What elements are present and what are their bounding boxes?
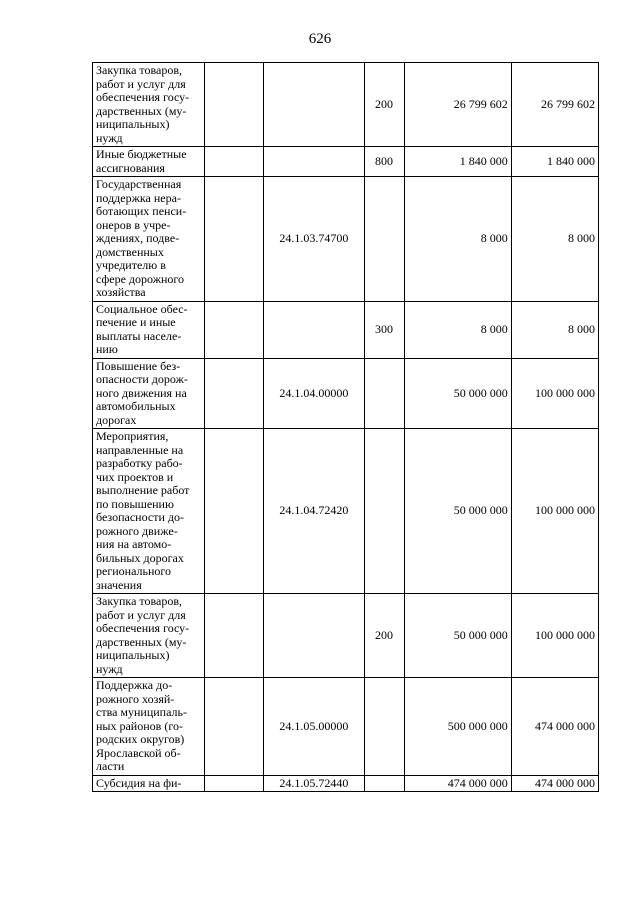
row-empty-cell <box>205 63 264 147</box>
row-name-cell <box>93 678 205 776</box>
row-name-line: чих проектов и <box>96 469 174 484</box>
row-name-line: обеспечения госу- <box>96 621 190 635</box>
row-amount-1-cell: 50 000 000 <box>404 358 511 429</box>
row-amount-2-cell: 1 840 000 <box>511 147 598 177</box>
row-empty-cell <box>205 594 264 678</box>
row-name-line: ассигнования <box>96 160 165 175</box>
row-type-cell: 800 <box>364 147 404 177</box>
row-code-cell: 24.1.03.74700 <box>264 177 364 302</box>
row-amount-1-cell: 50 000 000 <box>404 594 511 678</box>
row-amount-1-cell: 8 000 <box>404 301 511 358</box>
row-amount-1-cell: 26 799 602 <box>404 63 511 147</box>
row-name-line: безопасности до- <box>96 510 184 524</box>
row-type-cell <box>364 775 404 792</box>
row-name-line: Субсидия на фи- <box>96 775 182 790</box>
row-amount-2-cell: 474 000 000 <box>511 775 598 792</box>
row-type-cell <box>364 429 404 594</box>
row-name-line: ждениях, подве- <box>96 231 180 245</box>
row-code-cell <box>264 147 364 177</box>
row-amount-2-cell: 100 000 000 <box>511 429 598 594</box>
row-name-line: онеров в учре- <box>96 217 171 232</box>
row-name-line: сфере дорожного <box>96 271 185 286</box>
table-row <box>93 429 599 594</box>
row-name-line: Государственная <box>96 177 182 191</box>
row-name-cell <box>93 147 205 177</box>
row-name-line: ласти <box>96 759 125 773</box>
row-empty-cell <box>205 147 264 177</box>
row-name-line: Мероприятия, <box>96 429 169 443</box>
row-amount-2-cell: 100 000 000 <box>511 358 598 429</box>
row-name-line: Закупка товаров, <box>96 594 182 608</box>
row-amount-2-cell: 8 000 <box>511 301 598 358</box>
row-code-cell: 24.1.04.00000 <box>264 358 364 429</box>
row-name-line: ства муниципаль- <box>96 705 187 719</box>
table-row <box>93 678 599 776</box>
row-code-cell <box>264 301 364 358</box>
row-type-cell <box>364 177 404 302</box>
row-name-line: Поддержка до- <box>96 678 173 692</box>
row-amount-2-cell: 474 000 000 <box>511 678 598 776</box>
row-name-cell <box>93 177 205 302</box>
page-number: 626 <box>308 31 332 47</box>
table-row <box>93 301 599 358</box>
row-empty-cell <box>205 678 264 776</box>
row-empty-cell <box>205 775 264 792</box>
row-name-line: Ярославской об- <box>96 745 181 760</box>
table-row <box>93 775 599 792</box>
row-name-line: рожного хозяй- <box>96 691 175 706</box>
row-name-cell <box>93 775 205 792</box>
row-name-line: работ и услуг для <box>96 607 186 622</box>
budget-table <box>92 62 599 792</box>
row-name-line: дарственных (му- <box>96 634 187 649</box>
row-name-line: рожного движе- <box>96 523 178 538</box>
row-name-line: Иные бюджетные <box>96 147 187 161</box>
row-empty-cell <box>205 429 264 594</box>
row-empty-cell <box>205 358 264 429</box>
row-name-line: домственных <box>96 244 164 259</box>
row-name-line: работ и услуг для <box>96 76 186 91</box>
row-name-line: дарственных (му- <box>96 103 187 118</box>
row-name-line: ния на автомо- <box>96 537 172 551</box>
row-type-cell: 200 <box>364 594 404 678</box>
row-name-line: Повышение без- <box>96 358 181 373</box>
row-name-line: нужд <box>96 661 123 676</box>
row-empty-cell <box>205 177 264 302</box>
row-name-line: поддержка нера- <box>96 190 181 205</box>
row-name-line: нужд <box>96 130 123 145</box>
row-name-line: бильных дорогах <box>96 550 184 565</box>
row-name-line: ных районов (го- <box>96 718 183 733</box>
row-amount-1-cell: 500 000 000 <box>404 678 511 776</box>
row-name-line: разработку рабо- <box>96 456 183 470</box>
table-row <box>93 358 599 429</box>
row-name-line: обеспечения госу- <box>96 90 190 104</box>
row-amount-1-cell: 8 000 <box>404 177 511 302</box>
row-amount-1-cell: 474 000 000 <box>404 775 511 792</box>
row-amount-1-cell: 50 000 000 <box>404 429 511 594</box>
row-name-line: учредителю в <box>96 258 166 272</box>
row-amount-2-cell: 26 799 602 <box>511 63 598 147</box>
row-name-line: направленные на <box>96 442 184 457</box>
row-name-line: регионального <box>96 564 172 578</box>
table-row <box>93 147 599 177</box>
row-type-cell <box>364 678 404 776</box>
table-row <box>93 594 599 678</box>
row-name-line: ботающих пенси- <box>96 204 187 218</box>
row-empty-cell <box>205 301 264 358</box>
row-name-cell <box>93 63 205 147</box>
row-code-cell: 24.1.04.72420 <box>264 429 364 594</box>
row-type-cell <box>364 358 404 429</box>
row-name-line: дорогах <box>96 412 137 427</box>
row-name-line: по повышению <box>96 496 174 511</box>
row-name-cell <box>93 429 205 594</box>
row-type-cell: 300 <box>364 301 404 358</box>
row-code-cell: 24.1.05.72440 <box>264 775 364 792</box>
row-name-cell <box>93 358 205 429</box>
row-name-cell <box>93 301 205 358</box>
row-name-cell <box>93 594 205 678</box>
row-name-line: печение и иные <box>96 315 176 329</box>
row-code-cell: 24.1.05.00000 <box>264 678 364 776</box>
row-name-line: ниципальных) <box>96 117 170 131</box>
row-code-cell <box>264 63 364 147</box>
table-row <box>93 63 599 147</box>
row-name-line: значения <box>96 577 142 592</box>
row-type-cell: 200 <box>364 63 404 147</box>
row-name-line: хозяйства <box>96 285 146 299</box>
row-name-line: автомобильных <box>96 399 176 413</box>
row-code-cell <box>264 594 364 678</box>
row-name-line: выполнение работ <box>96 483 190 497</box>
budget-table-body <box>93 63 599 792</box>
row-amount-1-cell: 1 840 000 <box>404 147 511 177</box>
row-name-line: ного движения на <box>96 385 187 400</box>
row-name-line: выплаты населе- <box>96 328 182 343</box>
row-amount-2-cell: 100 000 000 <box>511 594 598 678</box>
row-name-line: родских округов) <box>96 732 185 746</box>
table-row <box>93 177 599 302</box>
row-amount-2-cell: 8 000 <box>511 177 598 302</box>
row-name-line: опасности дорож- <box>96 372 188 386</box>
row-name-line: Социальное обес- <box>96 301 188 316</box>
row-name-line: Закупка товаров, <box>96 63 182 77</box>
row-name-line: ниципальных) <box>96 648 170 662</box>
row-name-line: нию <box>96 342 118 356</box>
